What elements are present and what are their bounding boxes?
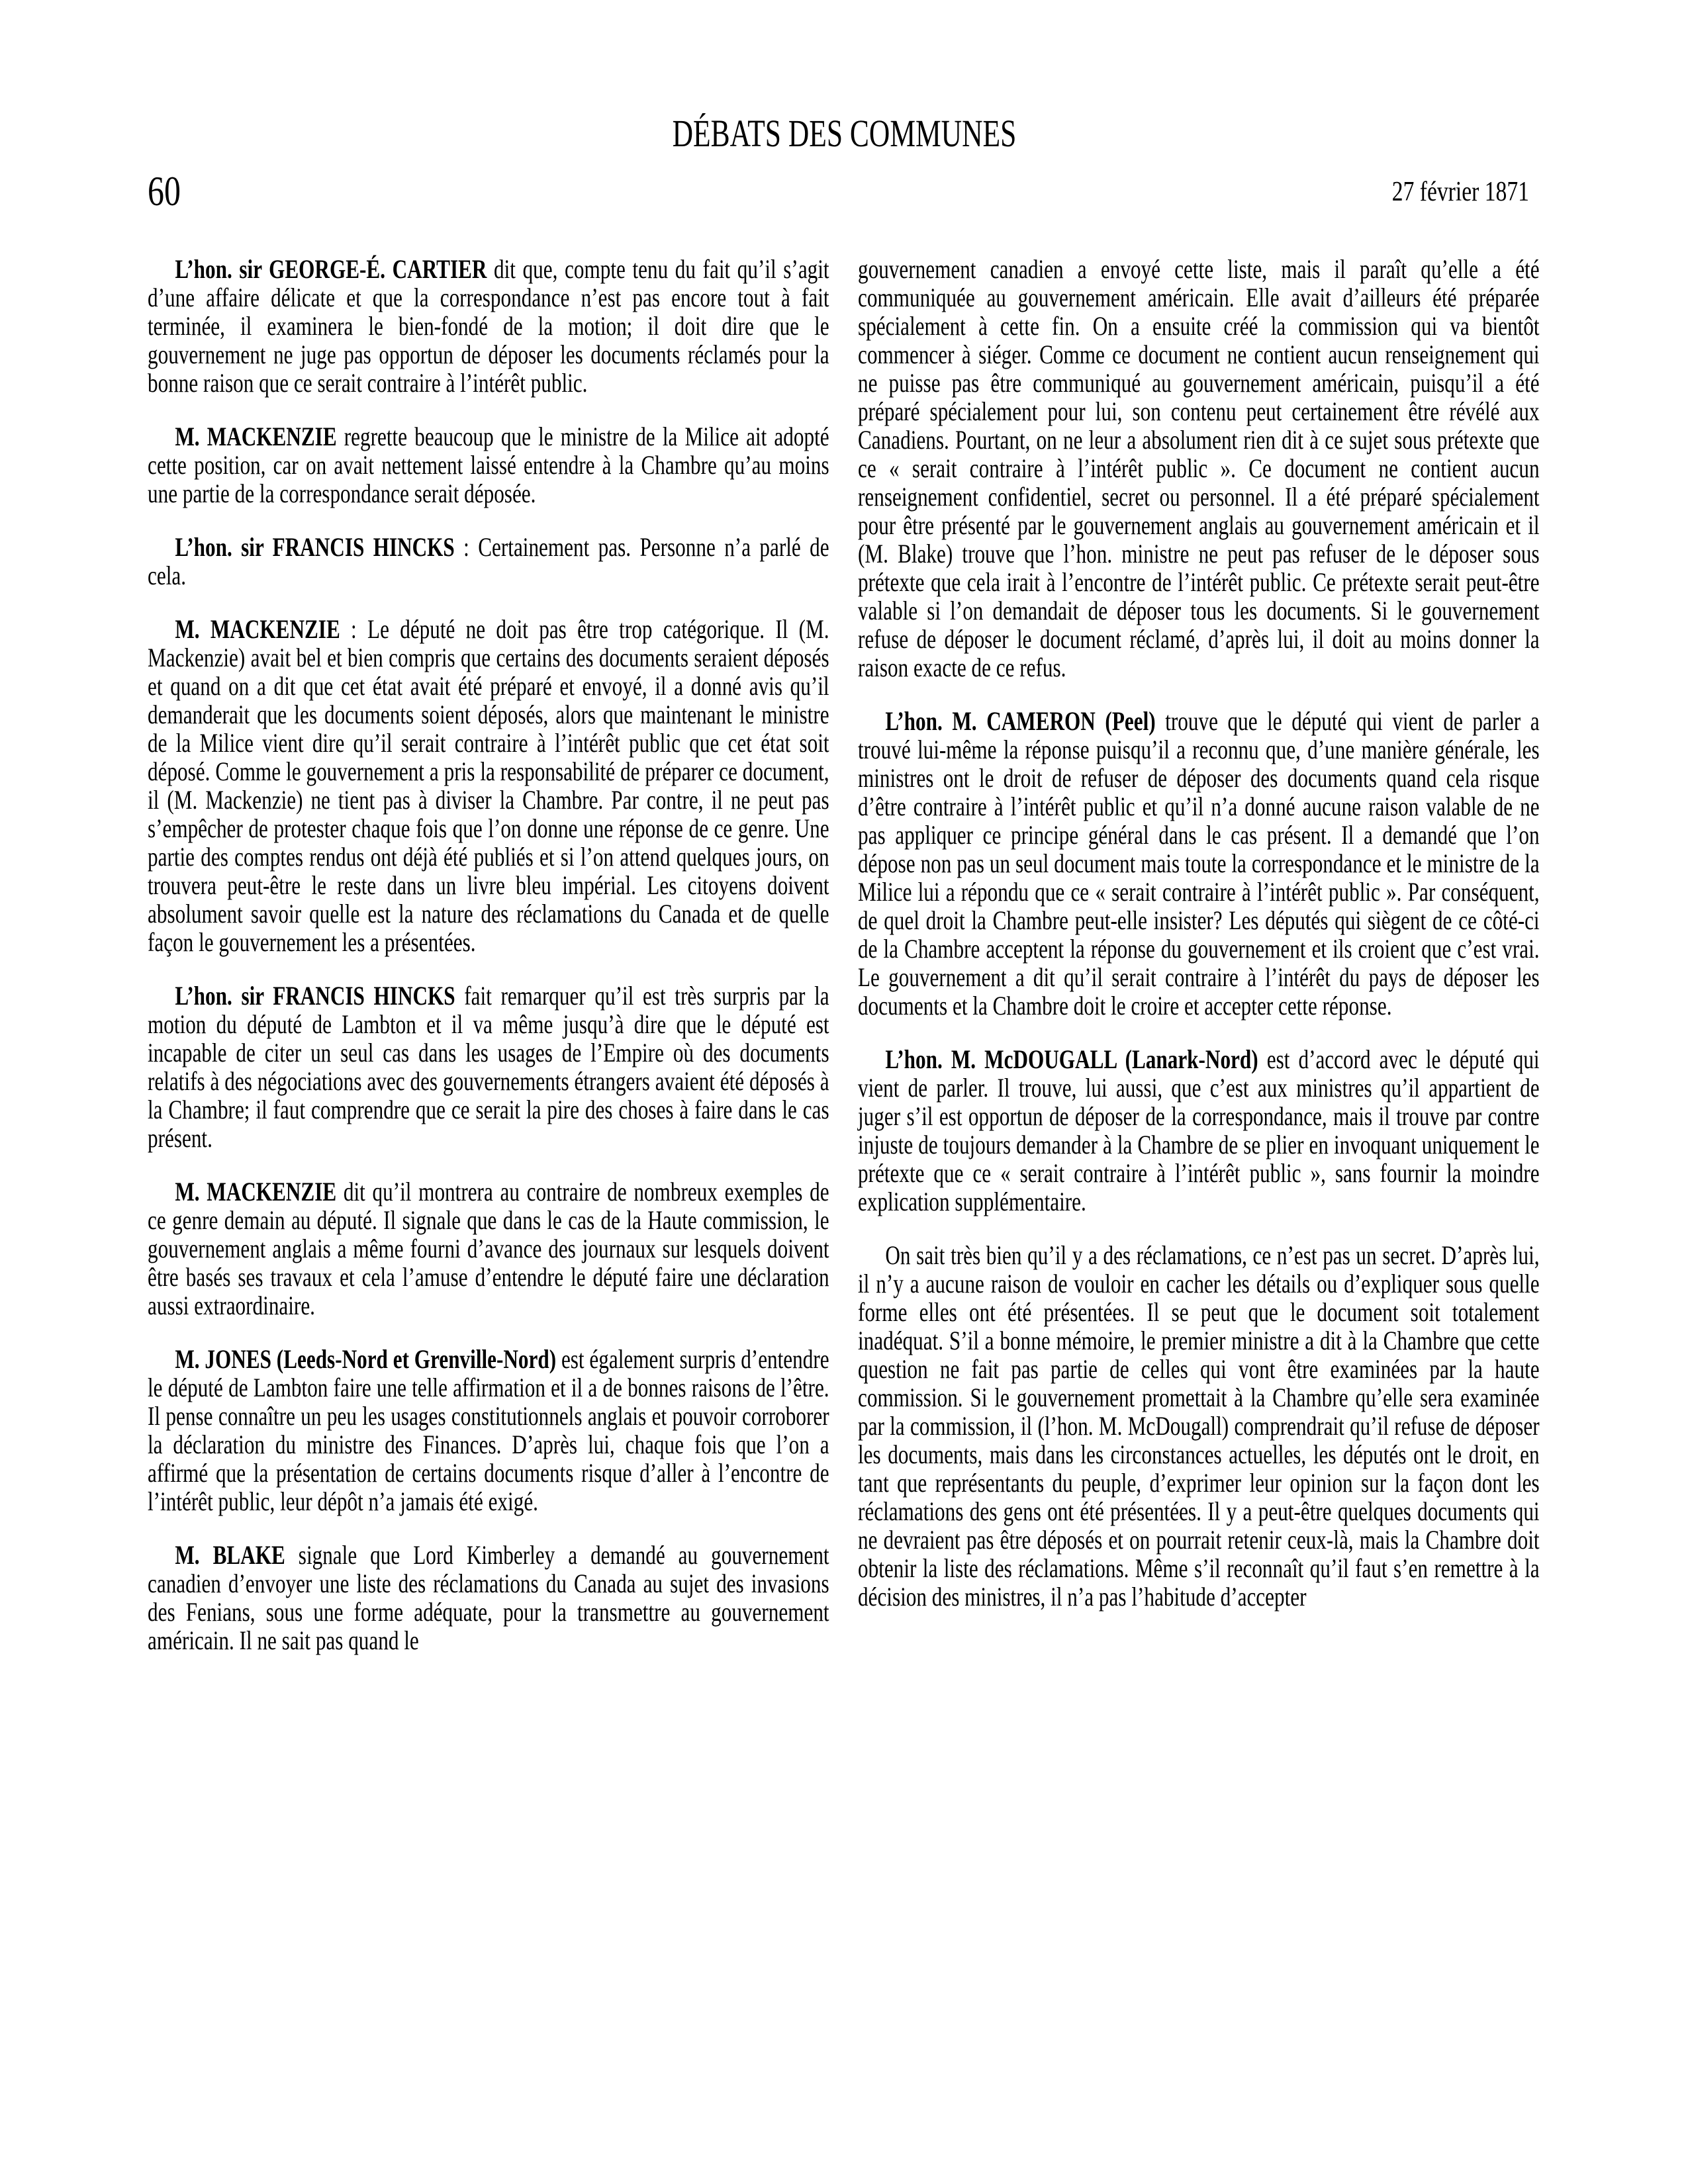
paragraph (148, 255, 829, 397)
speaker-name: L’hon. sir FRANCIS HINCKS (175, 532, 455, 562)
paragraph-text: dit qu’il montrera au contraire de nombreux exemples de ce genre demain au député. Il signale que dans le cas de la Haute commission, le gouvernement anglais a même fourni d’avance des journaux sur lesquels doivent être basés ses travaux et cela l’amuse d’entendre le député faire une déclaration aussi extraordinaire. (148, 1177, 829, 1320)
paragraph (858, 707, 1540, 1020)
speaker-name: M. MACKENZIE (175, 422, 337, 451)
paragraph-text: est d’accord avec le député qui vient de parler. Il trouve, lui aussi, que c’est aux ministres qu’il appartient de juger s’il est opportun de déposer de la correspondance, mais il trouve par contre injuste de toujours demander à la Chambre de se plier en invoquant uniquement le prétexte que ce « serait contraire à l’intérêt public », sans fournir la moindre explication supplémentaire. (858, 1044, 1540, 1216)
paragraph-text: On sait très bien qu’il y a des réclamations, ce n’est pas un secret. D’après lui, il n’y a aucune raison de vouloir en cacher les détails ou d’expliquer sous quelle forme elles ont été présentées. Il se peut que le document soit totalement inadéquat. S’il a bonne mémoire, le premier ministre a dit à la Chambre que cette question ne fait pas partie de celles qui vont être examinées par la haute commission. Si le gouvernement promettait à la Chambre qu’elle sera examinée par la commission, il (l’hon. M. McDougall) comprendrait qu’il refuse de déposer les documents, mais dans les circonstances actuelles, les députés ont le droit, en tant que représentants du peuple, d’exprimer leur opinion sur la façon dont les réclamations des gens ont été présentées. Il y a peut-être quelques documents qui ne devraient pas être déposés et on pourrait retenir ceux-là, mais la Chambre doit obtenir la liste des réclamations. Même s’il reconnaît qu’il faut s’en remettre à la décision des ministres, il n’a pas l’habitude d’accepter (858, 1240, 1540, 1612)
paragraph (148, 422, 829, 508)
paragraph (148, 1345, 829, 1516)
left-column (148, 255, 829, 1680)
paragraph (858, 255, 1540, 682)
page-number: 60 (148, 167, 181, 214)
paragraph (148, 1177, 829, 1320)
paragraph-text: gouvernement canadien a envoyé cette liste, mais il paraît qu’elle a été communiquée au gouvernement américain. Elle avait d’ailleurs été préparée spécialement à cette fin. On a ensuite créé la commission qui va bientôt commencer à siéger. Comme ce document ne contient aucun renseignement qui ne puisse pas être communiqué au gouvernement américain, puisqu’il a été préparé spécialement pour lui, son contenu peut certainement être révélé aux Canadiens. Pourtant, on ne leur a absolument rien dit à ce sujet sous prétexte que ce « serait contraire à l’intérêt public ». Ce document ne contient aucun renseignement confidentiel, secret ou personnel. Il a été préparé spécialement pour être présenté par le gouvernement anglais au gouvernement américain et il (M. Blake) trouve que l’hon. ministre ne peut pas refuser de le déposer sous prétexte que cela irait à l’encontre de l’intérêt public. Ce prétexte serait peut-être valable si l’on demandait de déposer tous les documents. Si le gouvernement refuse de déposer le document réclamé, d’après lui, il doit au moins donner la raison exacte de ce refus. (858, 254, 1540, 682)
paragraph-text: : Certainement pas. Personne n’a parlé de cela. (148, 532, 829, 590)
speaker-name: L’hon. sir FRANCIS HINCKS (175, 981, 455, 1011)
speaker-name: M. MACKENZIE (175, 614, 340, 644)
speaker-name: L’hon. sir GEORGE-É. CARTIER (175, 254, 487, 284)
paragraph-text: : Le député ne doit pas être trop catégorique. Il (M. Mackenzie) avait bel et bien compris que certains des documents seraient déposés et quand on a dit que cet état avait été préparé et envoyé, il a donné avis qu’il demanderait que les documents soient déposés, alors que maintenant le ministre de la Milice vient dire qu’il serait contraire à l’intérêt public que cet état soit déposé. Comme le gouvernement a pris la responsabilité de préparer ce document, il (M. Mackenzie) ne tient pas à diviser la Chambre. Par contre, il ne peut pas s’empêcher de protester chaque fois que l’on donne une réponse de ce genre. Une partie des comptes rendus ont déjà été publiés et si l’on attend quelques jours, on trouvera peut-être le reste dans un livre bleu impérial. Les citoyens doivent absolument savoir quelle est la nature des réclamations du Canada et de quelle façon le gouvernement les a présentées. (148, 614, 829, 957)
paragraph-text: est également surpris d’entendre le député de Lambton faire une telle affirmation et il a de bonnes raisons de l’être. Il pense connaître un peu les usages constitutionnels anglais et pouvoir corroborer la déclaration du ministre des Finances. D’après lui, chaque fois que l’on a affirmé que la présentation de certains documents risque d’aller à l’encontre de l’intérêt public, leur dépôt n’a jamais été exigé. (148, 1344, 829, 1516)
paragraph (148, 1541, 829, 1655)
paragraph (148, 981, 829, 1152)
paragraph-text: signale que Lord Kimberley a demandé au gouvernement canadien d’envoyer une liste des réclamations du Canada au sujet des invasions des Fenians, sous une forme adéquate, pour la transmettre au gouvernement américain. Il ne sait pas quand le (148, 1540, 829, 1655)
header (0, 111, 1688, 156)
paragraph (148, 533, 829, 590)
paragraph-text: trouve que le député qui vient de parler a trouvé lui-même la réponse puisqu’il a reconnu que, d’une manière générale, les ministres ont le droit de refuser de déposer des documents quand cela risque d’être contraire à l’intérêt public et qu’il n’a donné aucune raison valable de ne pas appliquer ce principe général dans le cas présent. Il a demandé que l’on dépose non pas un seul document mais toute la correspondance et le ministre de la Milice lui a répondu que ce « serait contraire à l’intérêt public ». Par conséquent, de quel droit la Chambre peut-elle insister? Les députés qui siègent de ce côté-ci de la Chambre acceptent la réponse du gouvernement et ils croient que c’est vrai. Le gouvernement a dit qu’il serait contraire à l’intérêt du pays de déposer les documents et la Chambre doit le croire et accepter cette réponse. (858, 706, 1540, 1021)
paragraph (858, 1045, 1540, 1216)
page-date: 27 février 1871 (1391, 177, 1529, 207)
paragraph (858, 1241, 1540, 1611)
speaker-name: L’hon. M. CAMERON (Peel) (885, 706, 1156, 736)
speaker-name: M. MACKENZIE (175, 1177, 337, 1206)
speaker-name: L’hon. M. McDOUGALL (Lanark-Nord) (885, 1044, 1258, 1074)
paragraph-text: fait remarquer qu’il est très surpris par la motion du député de Lambton et il va même jusqu’à dire que le député est incapable de citer un seul cas dans les usages de l’Empire où des documents relatifs à des négociations avec des gouvernements étrangers avaient été déposés à la Chambre; il faut comprendre que ce serait la pire des choses à faire dans le cas présent. (148, 981, 829, 1153)
paragraph-text: regrette beaucoup que le ministre de la Milice ait adopté cette position, car on avait nettement laissé entendre à la Chambre qu’au moins une partie de la correspondance serait déposée. (148, 422, 829, 508)
paragraph (148, 615, 829, 956)
page-title: DÉBATS DES COMMUNES (672, 112, 1016, 155)
right-column (858, 255, 1540, 1636)
paragraph-text: dit que, compte tenu du fait qu’il s’agit d’une affaire délicate et que la correspondance n’est pas encore tout à fait terminée, il examinera le bien-fondé de la motion; il doit dire que le gouvernement ne juge pas opportun de déposer les documents réclamés pour la bonne raison que ce serait contraire à l’intérêt public. (148, 254, 829, 398)
speaker-name: M. BLAKE (175, 1540, 285, 1570)
speaker-name: M. JONES (Leeds-Nord et Grenville-Nord) (175, 1344, 557, 1374)
